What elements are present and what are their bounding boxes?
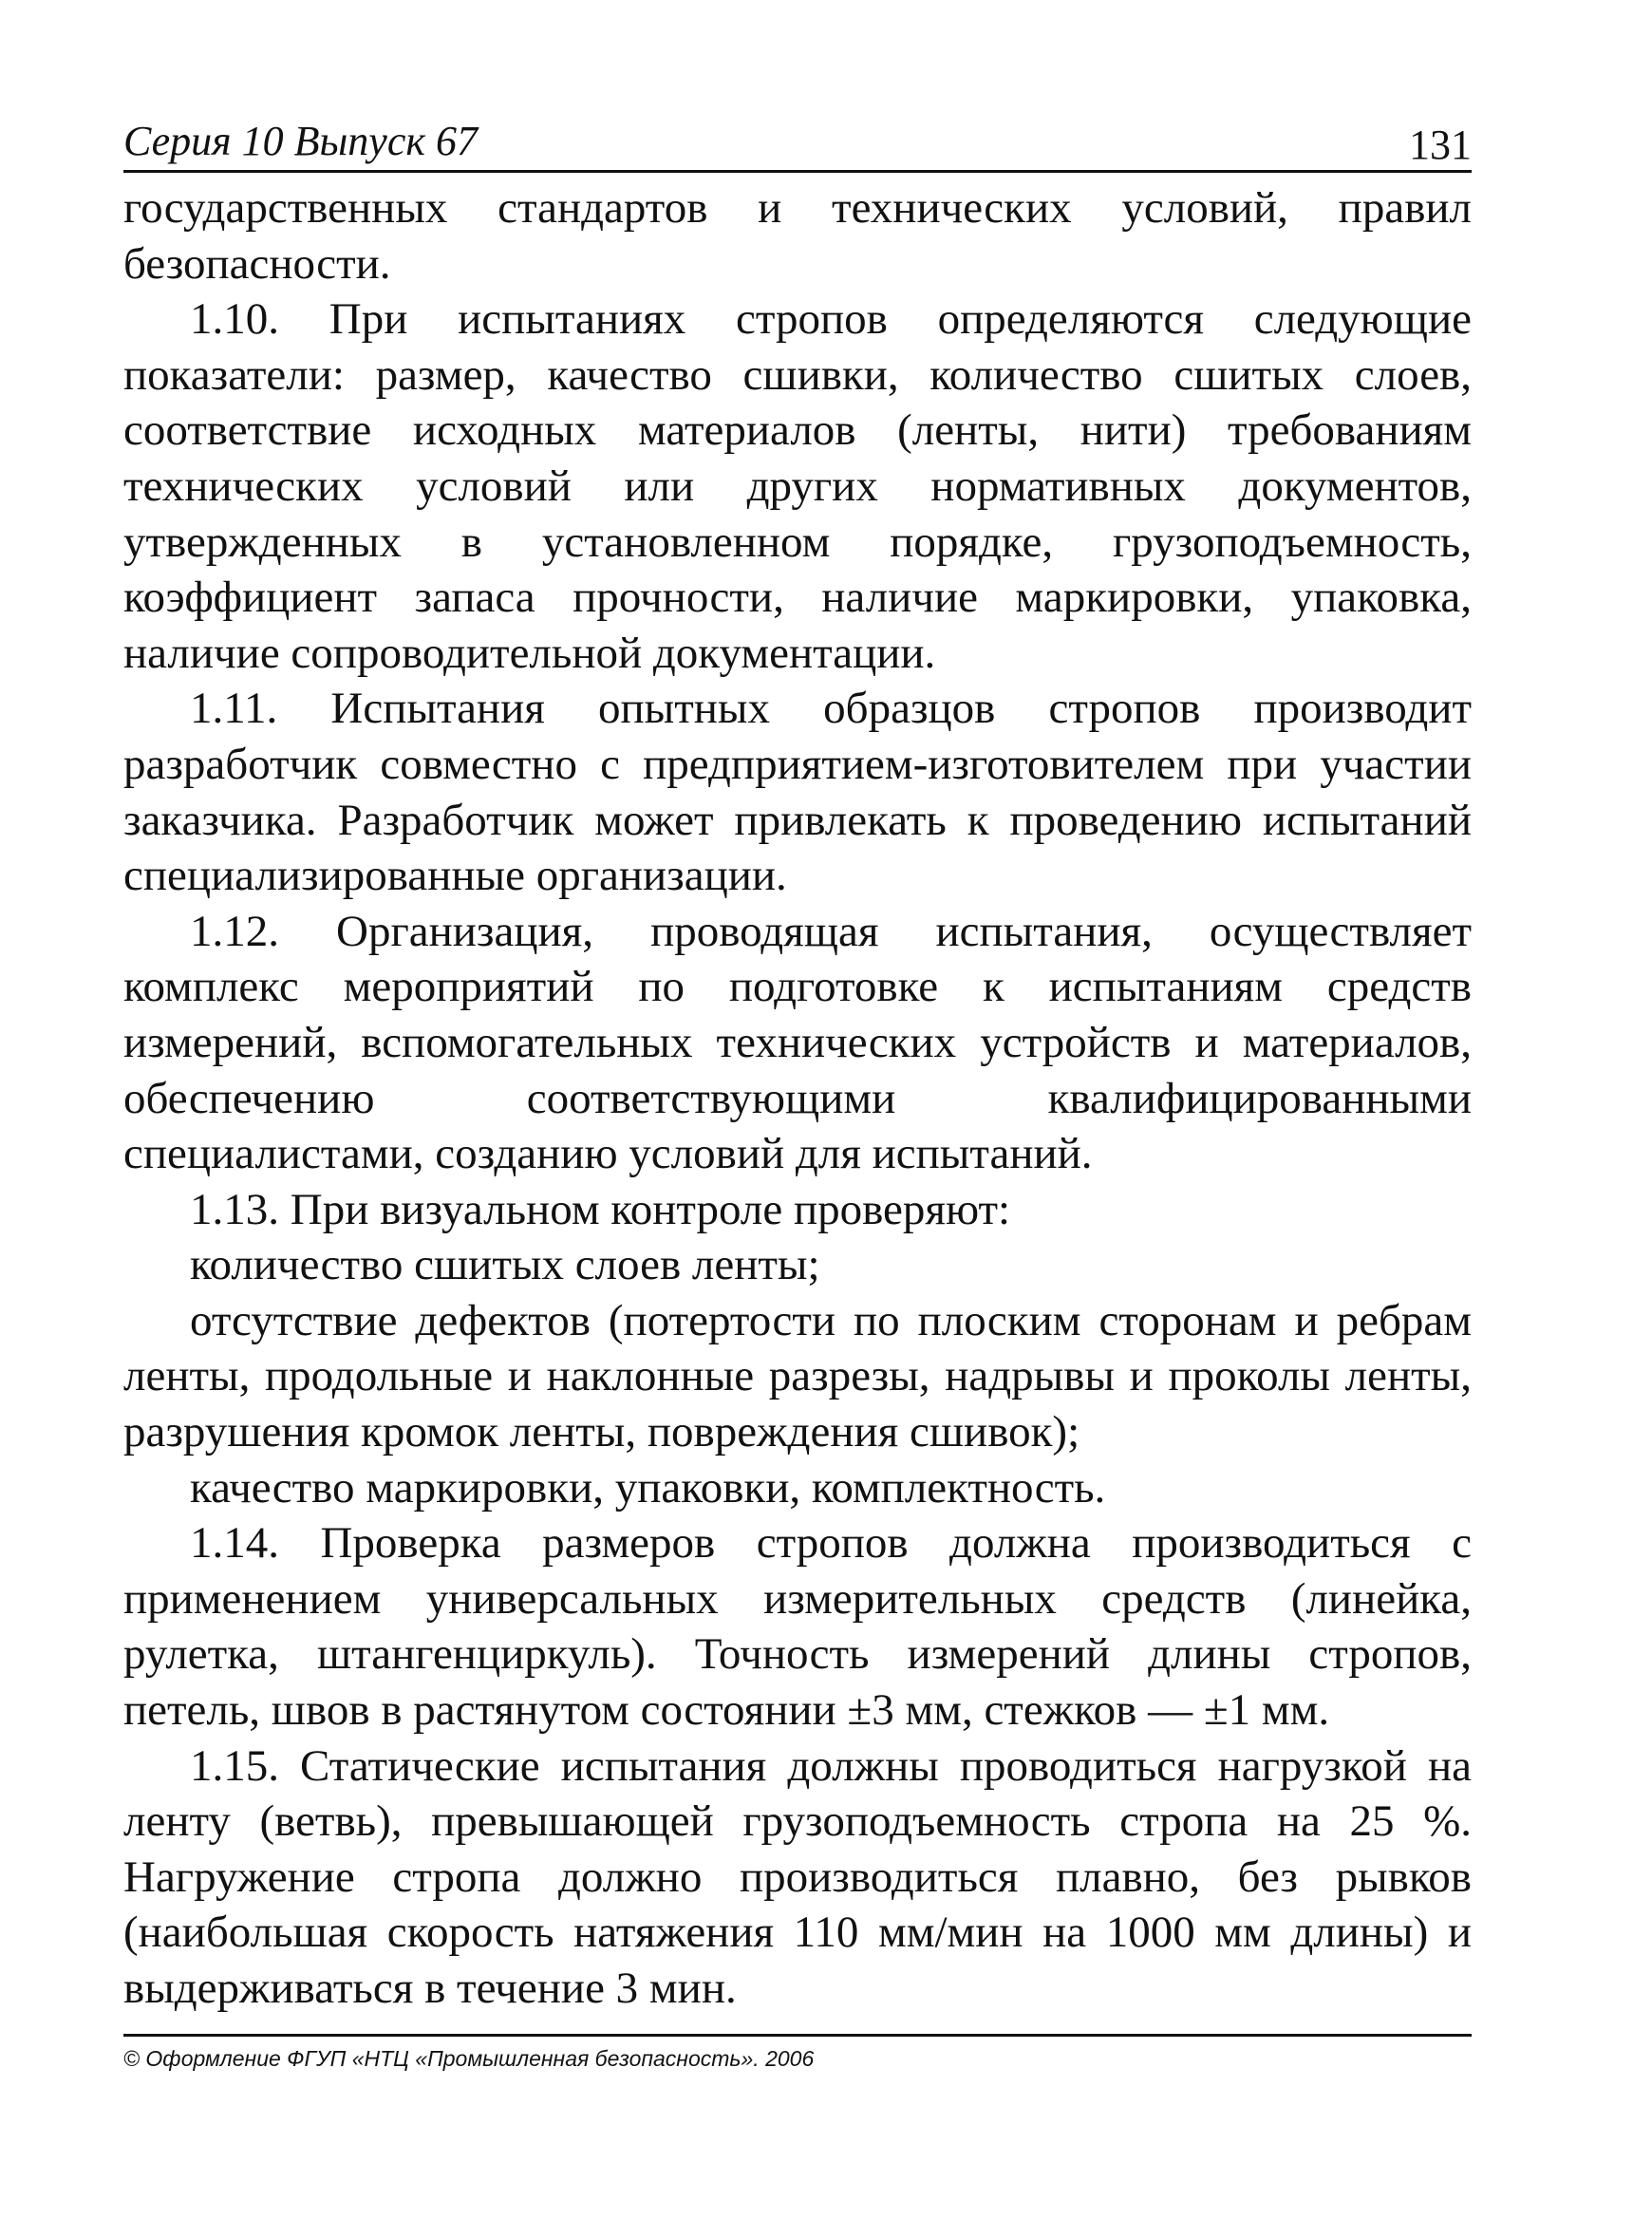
paragraph-1-10: 1.10. При испытаниях стропов определяются следующие показатели: размер, качество сшивки, количество сшитых слоев, соответствие исходных материалов (ленты, нити) требованиям технических условий или других нормативных документов, утвержденных в установленном порядке, грузоподъемность, коэффициент запаса прочности, наличие маркировки, упаковка, наличие сопроводительной документации. (123, 294, 1472, 678)
document-page (123, 114, 1472, 2108)
paragraph-1-14: 1.14. Проверка размеров стропов должна производиться с применением универсальных измерительных средств (линейка, рулетка, штангенциркуль). Точность измерений длины стропов, петель, швов в растянутом состоянии ±3 мм, стежков — ±1 мм. (123, 1518, 1472, 1736)
list-item-defects: отсутствие дефектов (потертости по плоским сторонам и ребрам ленты, продольные и наклонные разрезы, надрывы и проколы ленты, разрушения кромок ленты, повреждения сшивок); (123, 1295, 1472, 1457)
paragraph-continuation: государственных стандартов и технических условий, правил безопасности. (123, 183, 1472, 289)
paragraph-1-15: 1.15. Статические испытания должны проводиться нагрузкой на ленту (ветвь), превышающей грузоподъемность стропа на 25 %. Нагружение стропа должно производиться плавно, без рывков (наибольшая скорость натяжения 110 мм/мин на 1000 мм длины) и выдерживаться в течение 3 мин. (123, 1740, 1472, 2013)
paragraph-1-11: 1.11. Испытания опытных образцов стропов производит разработчик совместно с предприятием-изготовителем при участии заказчика. Разработчик может привлекать к проведению испытаний специализированные организации. (123, 684, 1472, 901)
list-item-marking: качество маркировки, упаковки, комплектность. (190, 1462, 1106, 1513)
page-number: 131 (1409, 122, 1472, 168)
footer-rule (123, 2034, 1472, 2037)
list-item-layers: количество сшитых слоев ленты; (190, 1240, 820, 1290)
paragraph-1-12: 1.12. Организация, проводящая испытания, осуществляет комплекс мероприятий по подготовке к испытаниям средств измерений, вспомогательных технических устройств и материалов, обеспечению соответствующими квалифицированными специалистами, созданию условий для испытаний. (123, 906, 1472, 1179)
body-text (123, 180, 1472, 2017)
paragraph-1-13: 1.13. При визуальном контроле проверяют: (190, 1184, 1011, 1234)
copyright-notice: © Оформление ФГУП «НТЦ «Промышленная безопасность». 2006 (123, 2046, 815, 2071)
series-title: Серия 10 Выпуск 67 (123, 118, 478, 164)
running-header (123, 114, 1472, 173)
